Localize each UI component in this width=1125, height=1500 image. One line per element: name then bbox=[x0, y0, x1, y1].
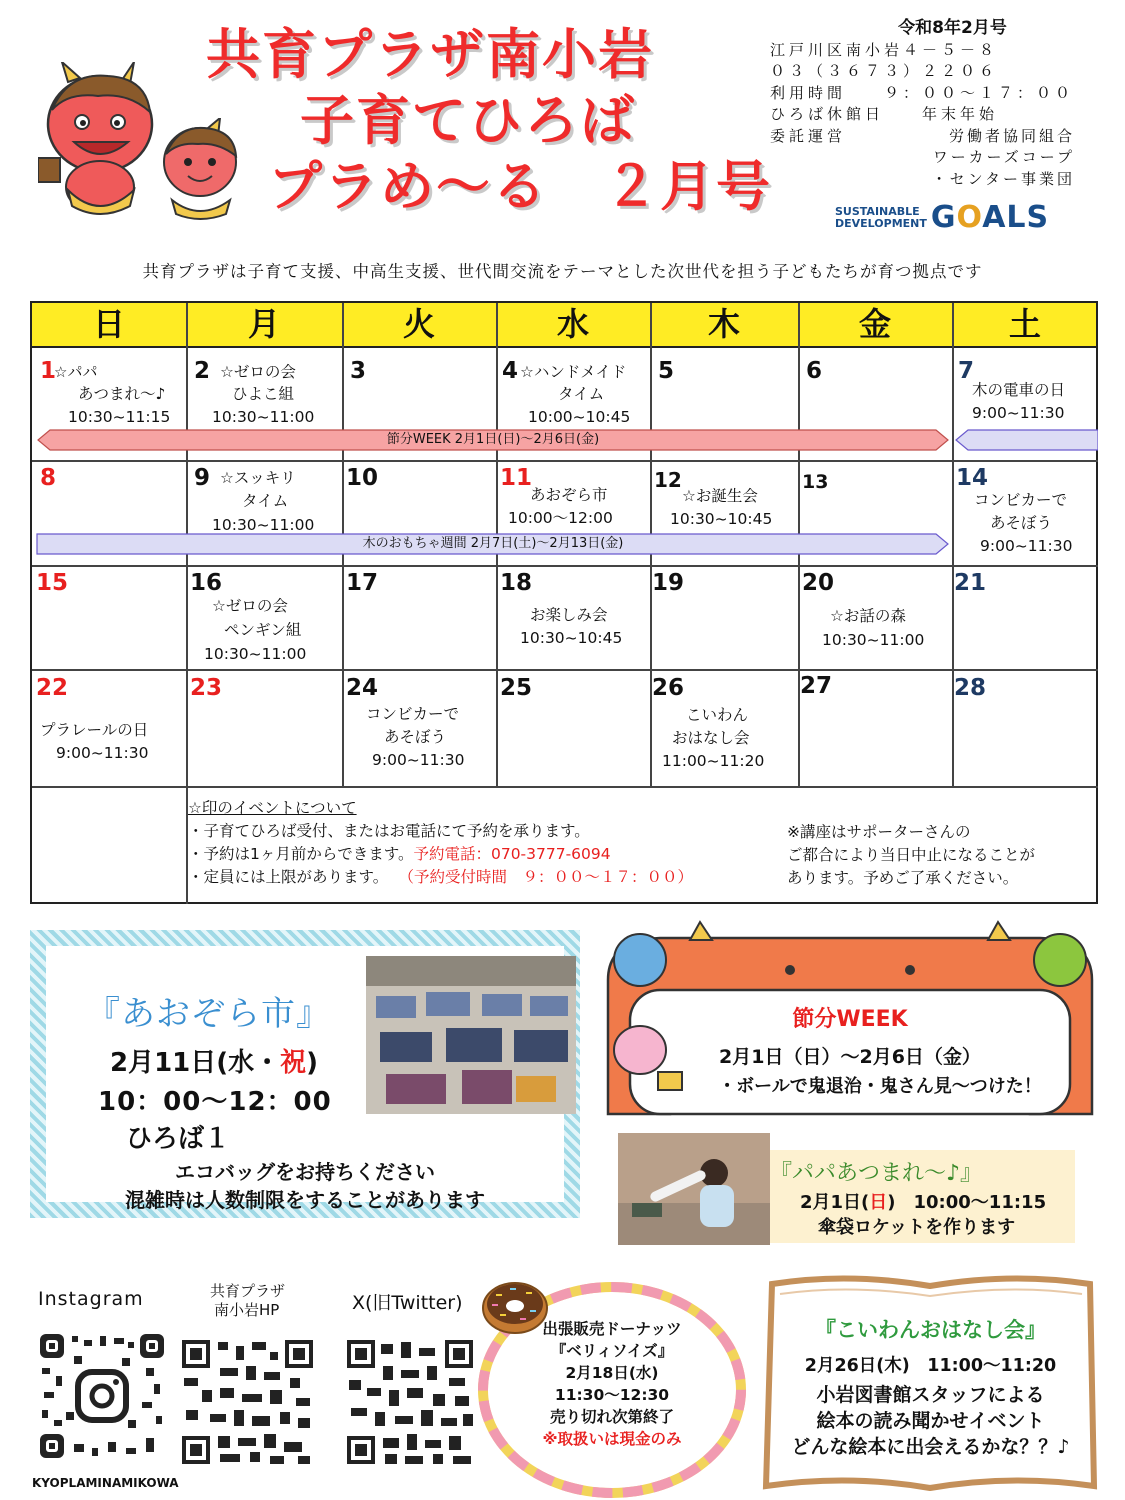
sdgs-logo: SUSTAINABLE DEVELOPMENT GOALS bbox=[835, 200, 1050, 235]
setsubun-title: 節分WEEK bbox=[792, 1007, 908, 1032]
donut-event-text: 出張販売ドーナッツ 『ベリィソイズ』 2月18日(水) 11:30～12:30 売り切れ次第終了 ※取扱いは現金のみ bbox=[542, 1320, 682, 1448]
weekday-tue: 火 bbox=[402, 305, 435, 343]
day-number: 6 bbox=[806, 358, 823, 384]
event-text: コンビカーで bbox=[974, 491, 1068, 509]
child-rocket-photo bbox=[618, 1133, 770, 1245]
event-time: 10:30~11:00 bbox=[212, 408, 315, 426]
closed-days: ひろば休館日 年末年始 bbox=[770, 105, 999, 123]
setsubun-date: 2月1日（日）～2月6日（金） bbox=[719, 1046, 981, 1068]
event-text: あつまれ～♪ bbox=[78, 385, 166, 403]
x-twitter-qr-code[interactable] bbox=[345, 1338, 475, 1470]
setsubun-week-arrow-continued bbox=[954, 429, 1098, 451]
event-time: 10:00～12:00 bbox=[508, 509, 613, 527]
cancellation-note: ※講座はサポーターさんの ご都合により当日中止になることが あります。予めご了承ください。 bbox=[787, 823, 1036, 887]
aozora-place: ひろば１ bbox=[126, 1124, 231, 1154]
koiwan-story-book-box bbox=[758, 1270, 1103, 1495]
event-text: ☆お誕生会 bbox=[682, 487, 758, 505]
event-text: プラレールの日 bbox=[40, 721, 149, 739]
event-text: こいわん bbox=[686, 706, 749, 724]
operator-line-1: 労働者協同組合 bbox=[948, 126, 1075, 145]
day-number: 13 bbox=[802, 471, 829, 493]
operator-line-2: ワーカーズコープ bbox=[932, 148, 1075, 166]
day-number: 28 bbox=[954, 675, 987, 701]
weekday-header-row bbox=[32, 303, 1096, 348]
hp-label-line-1: 共育プラザ bbox=[210, 1282, 286, 1300]
event-time: 10:30~10:45 bbox=[520, 629, 623, 647]
koiwan-description: 小岩図書館スタッフによる 絵本の読み聞かせイベント どんな絵本に出会えるかな？？♪ bbox=[791, 1384, 1070, 1458]
notes-line: ・子育てひろば受付、またはお電話にて予約を承ります。 bbox=[188, 822, 590, 840]
phone-number: ０３（３６７３）２２０６ bbox=[770, 62, 999, 80]
day-number: 2 bbox=[194, 358, 211, 384]
day-number: 26 bbox=[652, 675, 685, 701]
red-oni-illustration bbox=[38, 62, 158, 226]
title-line-3: プラめ～る ２月号 bbox=[268, 155, 772, 218]
event-text: ペンギン組 bbox=[224, 621, 302, 639]
grid-line bbox=[32, 565, 1098, 567]
weekday-sun: 日 bbox=[92, 305, 125, 343]
day-number: 10 bbox=[346, 465, 379, 491]
reservation-phone: 予約電話：070-3777-6094 bbox=[413, 845, 611, 863]
day-number: 7 bbox=[958, 358, 975, 384]
event-time: 10:30~10:45 bbox=[670, 510, 773, 528]
event-time: 10:00~10:45 bbox=[528, 408, 631, 426]
event-time: 11:00~11:20 bbox=[662, 752, 765, 770]
operator-line-3: ・センター事業団 bbox=[931, 169, 1075, 188]
aozora-time: 10：00～12：00 bbox=[98, 1087, 332, 1117]
issue-label: 令和8年2月号 bbox=[898, 18, 1007, 38]
newsletter-title bbox=[180, 22, 820, 220]
event-text: ☆スッキリ bbox=[220, 469, 296, 487]
event-text: ☆お話の森 bbox=[830, 607, 906, 625]
opening-hours: 利用時間 ９：００～１７：００ bbox=[770, 83, 1075, 102]
event-text: ☆ゼロの会 bbox=[212, 597, 288, 615]
aozora-note: エコバッグをお持ちください bbox=[175, 1160, 435, 1184]
event-text: タイム bbox=[558, 385, 605, 403]
operator-row bbox=[770, 126, 1075, 148]
event-time: 10:30~11:00 bbox=[204, 645, 307, 663]
event-time: 10:30~11:00 bbox=[822, 631, 925, 649]
grid-line bbox=[32, 786, 1098, 788]
day-number: 24 bbox=[346, 675, 379, 701]
weekday-thu: 木 bbox=[707, 305, 740, 343]
day-number: 9 bbox=[194, 465, 211, 491]
wooden-toy-week-label: 木のおもちゃ週間 2月7日(土)～2月13日(金) bbox=[362, 536, 624, 551]
event-time: 9:00~11:30 bbox=[372, 751, 465, 769]
hp-label-line-2: 南小岩HP bbox=[214, 1301, 280, 1319]
day-number: 1 bbox=[40, 358, 57, 384]
event-text: ひよこ組 bbox=[232, 385, 295, 403]
wooden-toy-week-arrow bbox=[36, 533, 950, 555]
day-number: 27 bbox=[800, 673, 833, 699]
day-number: 12 bbox=[654, 468, 682, 492]
day-number: 17 bbox=[346, 570, 379, 596]
notes-heading: ☆印のイベントについて bbox=[188, 799, 357, 817]
day-number: 19 bbox=[652, 570, 685, 596]
facility-info bbox=[770, 18, 1075, 190]
papa-date: 2月1日(日) 10:00～11:15 bbox=[800, 1192, 1047, 1213]
instagram-handle: KYOPLAMINAMIKOWA bbox=[32, 1476, 179, 1490]
event-text: おはなし会 bbox=[672, 729, 750, 747]
weekday-fri: 金 bbox=[858, 305, 891, 343]
day-number: 8 bbox=[40, 465, 57, 491]
setsubun-week-label: 節分WEEK 2月1日(日)～2月6日(金) bbox=[386, 432, 600, 447]
notes-line: ・定員には上限があります。 （予約受付時間 ９：００～１７：００） bbox=[188, 868, 694, 886]
aozora-market-box bbox=[30, 930, 580, 1218]
notes-line: ・予約は1ヶ月前からできます。予約電話：070-3777-6094 bbox=[188, 845, 611, 863]
setsubun-week-arrow bbox=[36, 429, 950, 451]
day-number: 14 bbox=[956, 465, 989, 491]
koiwan-title: 『こいわんおはなし会』 bbox=[815, 1318, 1046, 1342]
grid-line bbox=[952, 303, 954, 786]
event-time: 10:30~11:00 bbox=[212, 516, 315, 534]
day-number: 22 bbox=[36, 675, 69, 701]
homepage-qr-code[interactable] bbox=[180, 1338, 315, 1470]
day-number: 4 bbox=[502, 358, 519, 384]
day-number: 11 bbox=[500, 465, 533, 491]
weekday-sat: 土 bbox=[1008, 305, 1041, 343]
instagram-qr-code[interactable] bbox=[38, 1332, 166, 1464]
papa-description: 傘袋ロケットを作ります bbox=[818, 1217, 1016, 1238]
flea-market-photo bbox=[366, 956, 576, 1114]
event-text: ☆ゼロの会 bbox=[220, 363, 296, 381]
event-text: ☆パパ bbox=[54, 363, 98, 381]
event-time: 9:00~11:30 bbox=[56, 744, 149, 762]
event-text: タイム bbox=[242, 492, 289, 510]
day-number: 18 bbox=[500, 570, 533, 596]
grid-line bbox=[32, 460, 1098, 462]
event-time: 10:30~11:15 bbox=[68, 408, 171, 426]
event-time: 9:00~11:30 bbox=[980, 537, 1073, 555]
aozora-note: 混雑時は人数制限をすることがあります bbox=[125, 1188, 485, 1212]
instagram-label: Instagram bbox=[38, 1288, 144, 1310]
title-line-1: 共育プラザ南小岩 bbox=[206, 23, 654, 86]
day-number: 16 bbox=[190, 570, 223, 596]
day-number: 23 bbox=[190, 675, 223, 701]
weekday-mon: 月 bbox=[247, 305, 280, 343]
papa-title: 『パパあつまれ～♪』 bbox=[770, 1161, 983, 1186]
weekday-wed: 水 bbox=[556, 305, 589, 343]
event-text: お楽しみ会 bbox=[530, 606, 608, 624]
address: 江戸川区南小岩４－５－８ bbox=[770, 40, 999, 59]
day-number: 25 bbox=[500, 675, 533, 701]
event-text: あそぼう bbox=[990, 514, 1053, 532]
title-line-2: 子育てひろば bbox=[300, 89, 636, 152]
aozora-title: 『あおぞら市』 bbox=[86, 994, 331, 1034]
event-calendar bbox=[30, 301, 1098, 904]
setsubun-week-board bbox=[600, 920, 1100, 1120]
day-number: 5 bbox=[658, 358, 675, 384]
event-text: 木の電車の日 bbox=[972, 381, 1066, 399]
aozora-date: 2月11日(水・祝) bbox=[110, 1048, 319, 1078]
x-twitter-label: X(旧Twitter) bbox=[352, 1292, 463, 1314]
event-time: 9:00~11:30 bbox=[972, 404, 1065, 422]
event-text: ☆ハンドメイド bbox=[520, 363, 627, 381]
reservation-hours: （予約受付時間 ９：００～１７：００） bbox=[406, 868, 694, 886]
koiwan-date: 2月26日(木) 11:00～11:20 bbox=[804, 1356, 1057, 1376]
day-number: 15 bbox=[36, 570, 69, 596]
event-text: コンビカーで bbox=[366, 705, 460, 723]
day-number: 21 bbox=[954, 570, 987, 596]
event-text: あおぞら市 bbox=[530, 486, 608, 504]
event-text: あそぼう bbox=[384, 728, 447, 746]
setsubun-description: ・ボールで鬼退治・鬼さん見～つけた！ bbox=[718, 1076, 1042, 1097]
tagline: 共育プラザは子育て支援、中高生支援、世代間交流をテーマとした次世代を担う子どもたちが育つ拠点です bbox=[142, 262, 983, 281]
grid-line bbox=[32, 669, 1098, 671]
operator-label: 委託運営 bbox=[770, 126, 847, 145]
day-number: 20 bbox=[802, 570, 835, 596]
day-number: 3 bbox=[350, 358, 367, 384]
